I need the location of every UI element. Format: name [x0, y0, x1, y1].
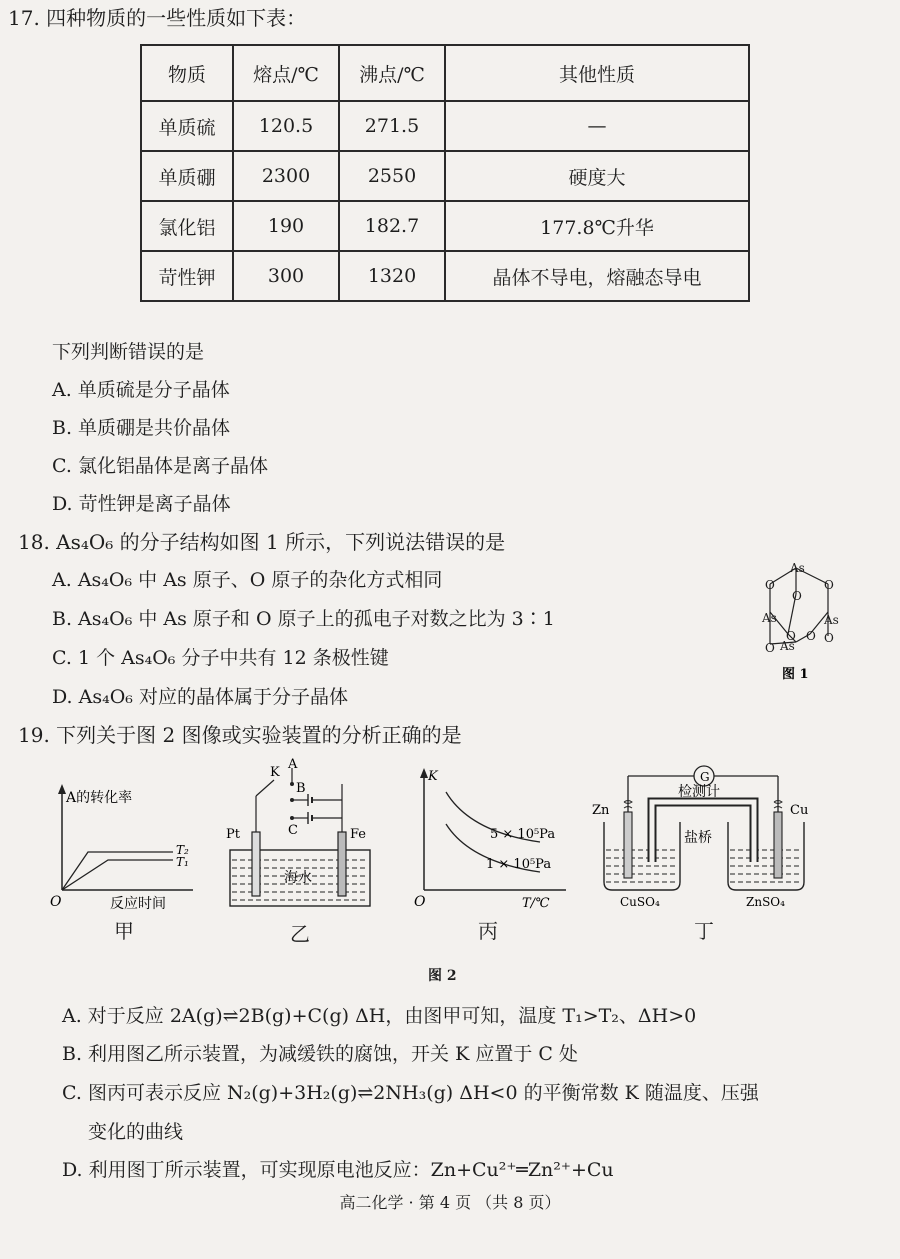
- ding-cu: Cu: [790, 803, 809, 818]
- table-row: [141, 151, 749, 201]
- q17-option-a: A. 单质硫是分子晶体: [52, 379, 230, 401]
- ding-sol2: ZnSO₄: [746, 895, 785, 909]
- bing-p2: 1 × 10⁵Pa: [486, 857, 552, 872]
- q18-option-b: [52, 607, 555, 631]
- option-text: 对应的晶体属于分子晶体: [132, 686, 348, 708]
- option-prefix: C. 1 个: [52, 647, 122, 669]
- bing-origin: O: [414, 894, 426, 910]
- jia-origin: O: [50, 894, 62, 910]
- table-cell: 190: [233, 201, 339, 251]
- figure-1-molecule: [740, 560, 870, 685]
- table-cell: 单质硫: [141, 101, 233, 151]
- jia-xlabel: 反应时间: [110, 896, 166, 910]
- q18-option-d: [52, 685, 348, 709]
- table-cell: —: [445, 101, 749, 151]
- figure-2-caption: 图 2: [428, 968, 457, 984]
- table-cell: 177.8℃升华: [445, 201, 749, 251]
- ding-g: G: [700, 770, 710, 784]
- q19-option-c: C. 图丙可表示反应 N₂(g)+3H₂(g)⇌2NH₃(g) ΔH<0 的平衡常数 K 随温度、压强: [62, 1082, 759, 1104]
- bing-ylabel: K: [428, 769, 438, 784]
- q18-stem-text: 的分子结构如图 1 所示，下列说法错误的是: [113, 530, 506, 554]
- atom-o: O: [765, 641, 775, 655]
- yi-k: K: [270, 765, 280, 780]
- q17-stem: 17. 四种物质的一些性质如下表：: [8, 6, 307, 30]
- atom-o: O: [824, 631, 834, 645]
- table-row: [141, 101, 749, 151]
- option-compound: As₄O₆: [78, 608, 133, 630]
- q18-option-c: [52, 646, 389, 670]
- q17-option-c: C. 氯化铝晶体是离子晶体: [52, 455, 268, 477]
- table-row: [141, 251, 749, 301]
- bing-xlabel: T/℃: [522, 896, 550, 911]
- atom-as: As: [824, 613, 839, 627]
- atom-o: O: [806, 629, 816, 643]
- table-cell: 120.5: [233, 101, 339, 151]
- option-prefix: A.: [52, 569, 78, 591]
- atom-as: As: [790, 561, 805, 575]
- atom-as: As: [780, 639, 795, 653]
- yi-pt: Pt: [226, 827, 240, 842]
- table-cell: 苛性钾: [141, 251, 233, 301]
- atom-as: As: [762, 611, 777, 625]
- table-cell: 硬度大: [445, 151, 749, 201]
- table-cell: 氯化铝: [141, 201, 233, 251]
- atom-o: O: [765, 578, 775, 592]
- q17-option-d: D. 苛性钾是离子晶体: [52, 493, 231, 515]
- yi-fe: Fe: [350, 827, 367, 842]
- figure-1-caption: 图 1: [782, 667, 809, 682]
- ding-bridge: 盐桥: [684, 830, 712, 846]
- table-cell: 271.5: [339, 101, 445, 151]
- table-cell: 300: [233, 251, 339, 301]
- q18-stem: [18, 530, 505, 554]
- jia-caption: 甲: [114, 919, 134, 943]
- bing-p1: 5 × 10⁵Pa: [490, 827, 556, 842]
- yi-caption: 乙: [290, 922, 310, 946]
- q18-option-a: [52, 568, 442, 592]
- bing-caption: 丙: [478, 919, 498, 943]
- jia-ylabel: A的转化率: [66, 790, 133, 806]
- figure-jia: [48, 780, 198, 910]
- option-text: 中 As 原子和 O 原子上的孤电子对数之比为 3∶1: [132, 608, 555, 630]
- q18-number: 18.: [18, 530, 57, 554]
- option-prefix: B.: [52, 608, 79, 630]
- q17-prompt: 下列判断错误的是: [52, 341, 205, 363]
- option-compound: As₄O₆: [77, 569, 133, 591]
- figure-yi: [218, 756, 378, 916]
- q19-option-a: A. 对于反应 2A(g)⇌2B(g)+C(g) ΔH，由图甲可知，温度 T₁>T₂、ΔH>0: [62, 1005, 697, 1027]
- q18-compound: As₄O₆: [56, 530, 114, 554]
- ding-caption: 丁: [694, 919, 714, 943]
- jia-t2: T₂: [176, 843, 189, 857]
- table-header: 沸点/℃: [339, 45, 445, 101]
- table-header: 物质: [141, 45, 233, 101]
- q19-option-c-cont: 变化的曲线: [88, 1121, 184, 1143]
- yi-a: A: [288, 757, 298, 772]
- table-cell: 晶体不导电，熔融态导电: [445, 251, 749, 301]
- table-cell: 2300: [233, 151, 339, 201]
- option-text: 分子中共有 12 条极性键: [175, 647, 389, 669]
- table-row: [141, 201, 749, 251]
- atom-o: O: [824, 578, 834, 592]
- page-footer: 高二化学 · 第 4 页 （共 8 页）: [339, 1193, 561, 1212]
- table-cell: 2550: [339, 151, 445, 201]
- yi-b: B: [296, 781, 306, 796]
- option-prefix: D.: [52, 686, 79, 708]
- table-cell: 单质硼: [141, 151, 233, 201]
- ding-zn: Zn: [592, 803, 610, 818]
- q19-option-d: D. 利用图丁所示装置，可实现原电池反应：Zn+Cu²⁺═Zn²⁺+Cu: [62, 1159, 614, 1181]
- figure-ding: [590, 762, 820, 912]
- q19-stem: 19. 下列关于图 2 图像或实验装置的分析正确的是: [18, 723, 462, 747]
- figure-bing: [410, 762, 570, 912]
- jia-t1: T₁: [176, 855, 189, 869]
- ding-meter: 检测计: [678, 784, 720, 800]
- table-cell: 1320: [339, 251, 445, 301]
- q17-option-b: B. 单质硼是共价晶体: [52, 417, 231, 439]
- option-compound: As₄O₆: [78, 686, 133, 708]
- option-compound: As₄O₆: [121, 647, 176, 669]
- yi-c: C: [288, 823, 298, 838]
- yi-water: 海水: [284, 870, 312, 886]
- q19-option-b: B. 利用图乙所示装置，为减缓铁的腐蚀，开关 K 应置于 C 处: [62, 1043, 578, 1065]
- atom-o: O: [786, 629, 796, 643]
- table-cell: 182.7: [339, 201, 445, 251]
- ding-sol1: CuSO₄: [620, 895, 660, 909]
- table-header-row: [141, 45, 749, 101]
- atom-o: O: [792, 589, 802, 603]
- properties-table: [140, 44, 750, 302]
- table-header: 熔点/℃: [233, 45, 339, 101]
- table-header: 其他性质: [445, 45, 749, 101]
- option-text: 中 As 原子、O 原子的杂化方式相同: [132, 569, 443, 591]
